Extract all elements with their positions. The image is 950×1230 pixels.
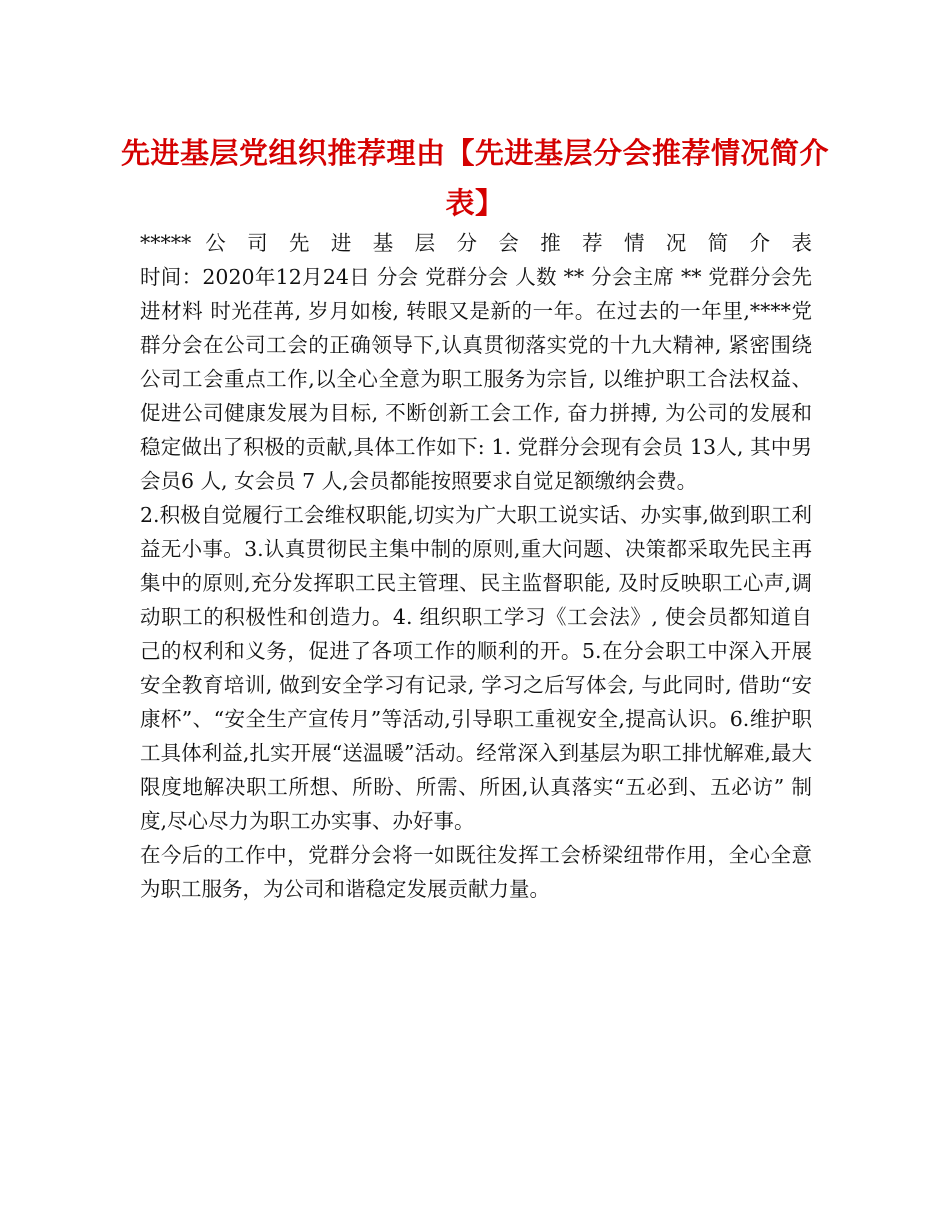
paragraph-3: 在今后的工作中，党群分会将一如既往发挥工会桥梁纽带作用，全心全意为职工服务，为公司和谐稳定发展贡献力量。: [140, 843, 812, 901]
paragraph-1: 时间：2020年12月24日 分会 党群分会 人数 ** 分会主席 ** 党群分会先进材料 时光荏苒, 岁月如梭, 转眼又是新的一年。在过去的一年里,****党群分会在公司工会的正确领导下,认真贯彻落实党的十九大精神, 紧密围绕公司工会重点工作,以全心全意为职工服务为宗旨, 以维护职工合法权益、促进公司健康发展为目标, 不断创新工会工作, 奋力拼搏, 为公司的发展和稳定做出了积极的贡献,具体工作如下: 1. 党群分会现有会员 13人, 其中男会员6 人, 女会员 7 人,会员都能按照要求自觉足额缴纳会费。: [140, 265, 812, 493]
document-title: 先进基层党组织推荐理由【先进基层分会推荐情况简介表】: [120, 136, 829, 220]
form-heading-line: ***** 公 司 先 进 基 层 分 会 推 荐 情 况 简 介 表: [140, 231, 812, 255]
paragraph-2: 2.积极自觉履行工会维权职能,切实为广大职工说实话、办实事,做到职工利益无小事。3.认真贯彻民主集中制的原则,重大问题、决策都采取先民主再集中的原则,充分发挥职工民主管理、民主监督职能, 及时反映职工心声,调动职工的积极性和创造力。4. 组织职工学习《工会法》, 使会员都知道自己的权利和义务，促进了各项工作的顺利的开。5.在分会职工中深入开展安全教育培训, 做到安全学习有记录, 学习之后写体会, 与此同时, 借助“安康杯”、“安全生产宣传月”等活动,引导职工重视安全,提高认识。6.维护职工具体利益,扎实开展“送温暖”活动。经常深入到基层为职工排忧解难,最大限度地解决职工所想、所盼、所需、所困,认真落实“五必到、五必访” 制度,尽心尽力为职工办实事、办好事。: [140, 503, 812, 833]
document-body: [140, 226, 812, 906]
